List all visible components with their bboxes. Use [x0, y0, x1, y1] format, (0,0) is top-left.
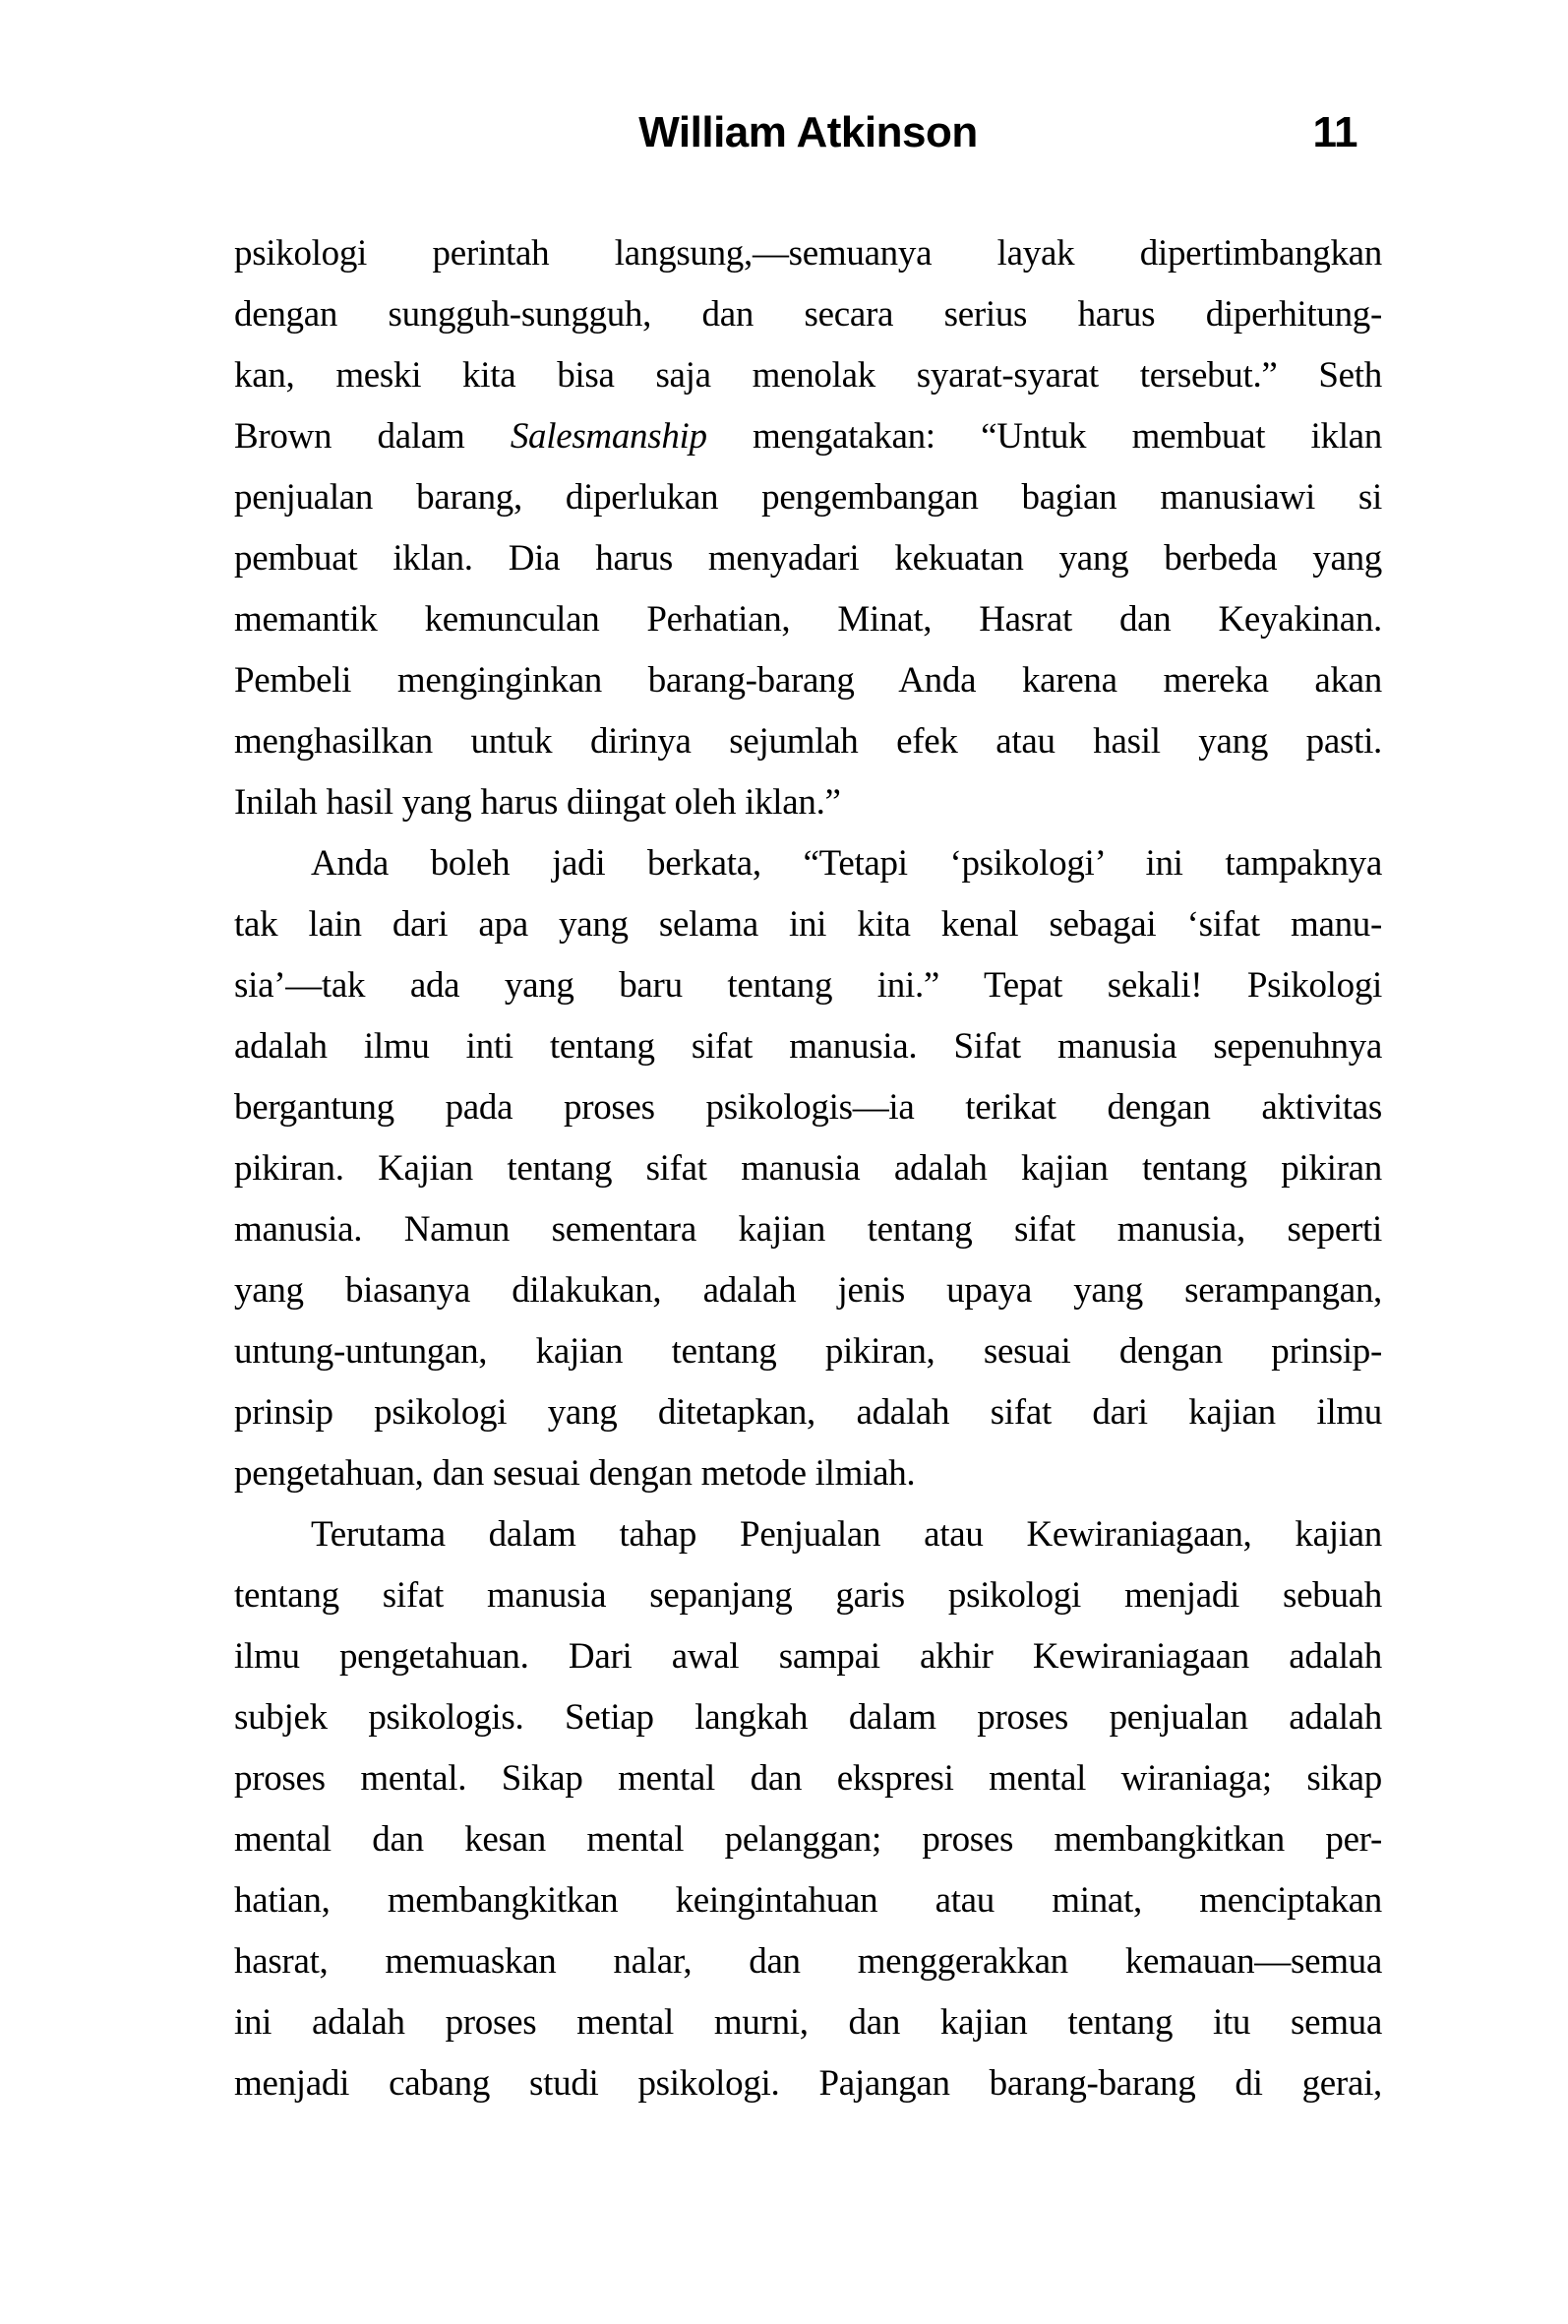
- text-segment: hasrat, memuaskan nalar, dan menggerakkan kemauan—semua: [234, 1941, 1382, 1982]
- body-text: [234, 223, 1382, 2114]
- text-segment: Anda boleh jadi berkata, “Tetapi ‘psikologi’ ini tampaknya: [311, 843, 1382, 884]
- italic-book-title: Salesmanship: [510, 416, 707, 457]
- page-number: 11: [1312, 108, 1357, 156]
- text-segment: bergantung pada proses psikologis—ia terikat dengan aktivitas: [234, 1087, 1382, 1128]
- text-segment: hatian, membangkitkan keingintahuan atau minat, menciptakan: [234, 1880, 1382, 1921]
- text-segment: pembuat iklan. Dia harus menyadari kekuatan yang berbeda yang: [234, 538, 1382, 579]
- text-line: [234, 1321, 1382, 1382]
- text-segment: ilmu pengetahuan. Dari awal sampai akhir Kewiraniagaan adalah: [234, 1636, 1382, 1677]
- text-segment: yang biasanya dilakukan, adalah jenis upaya yang serampangan,: [234, 1270, 1382, 1311]
- text-segment: pengetahuan, dan sesuai dengan metode ilmiah.: [234, 1453, 916, 1494]
- text-line: [234, 589, 1382, 650]
- text-segment: tentang sifat manusia sepanjang garis psikologi menjadi sebuah: [234, 1575, 1382, 1616]
- text-line: [234, 345, 1382, 406]
- text-segment: manusia. Namun sementara kajian tentang sifat manusia, seperti: [234, 1209, 1382, 1250]
- text-segment: subjek psikologis. Setiap langkah dalam proses penjualan adalah: [234, 1697, 1382, 1738]
- running-header: [234, 108, 1382, 157]
- text-line: [234, 1992, 1382, 2053]
- text-segment: mental dan kesan mental pelanggan; proses membangkitkan per-: [234, 1819, 1382, 1860]
- text-segment: memantik kemunculan Perhatian, Minat, Hasrat dan Keyakinan.: [234, 599, 1382, 640]
- text-segment: Pembeli menginginkan barang-barang Anda karena mereka akan: [234, 660, 1382, 701]
- text-segment: menjadi cabang studi psikologi. Pajangan barang-barang di gerai,: [234, 2063, 1382, 2104]
- text-line: [234, 528, 1382, 589]
- text-line: [234, 2053, 1382, 2114]
- text-line: [234, 1870, 1382, 1931]
- text-segment: sia’—tak ada yang baru tentang ini.” Tepat sekali! Psikologi: [234, 965, 1382, 1006]
- text-segment: prinsip psikologi yang ditetapkan, adalah sifat dari kajian ilmu: [234, 1392, 1382, 1433]
- text-line: [234, 467, 1382, 528]
- running-head-author: William Atkinson: [638, 108, 978, 156]
- text-line: [234, 711, 1382, 772]
- text-line: [234, 1077, 1382, 1138]
- text-segment: tak lain dari apa yang selama ini kita kenal sebagai ‘sifat manu-: [234, 904, 1382, 945]
- text-segment: untung-untungan, kajian tentang pikiran, sesuai dengan prinsip-: [234, 1331, 1382, 1372]
- text-segment: penjualan barang, diperlukan pengembangan bagian manusiawi si: [234, 477, 1382, 518]
- text-line: [234, 1626, 1382, 1687]
- text-segment: Inilah hasil yang harus diingat oleh iklan.”: [234, 782, 841, 823]
- text-line: [234, 650, 1382, 711]
- text-segment: pikiran. Kajian tentang sifat manusia adalah kajian tentang pikiran: [234, 1148, 1382, 1189]
- text-line: [234, 772, 1382, 833]
- text-line: [234, 1687, 1382, 1748]
- text-line: [234, 223, 1382, 284]
- text-segment: ini adalah proses mental murni, dan kajian tentang itu semua: [234, 2002, 1382, 2043]
- text-segment: psikologi perintah langsung,—semuanya layak dipertimbangkan: [234, 233, 1382, 274]
- text-segment: kan, meski kita bisa saja menolak syarat-syarat tersebut.” Seth: [234, 355, 1382, 396]
- text-segment: proses mental. Sikap mental dan ekspresi mental wiraniaga; sikap: [234, 1758, 1382, 1799]
- text-line: [234, 1199, 1382, 1260]
- text-line: [234, 1382, 1382, 1443]
- text-segment: dengan sungguh-sungguh, dan secara serius harus diperhitung-: [234, 294, 1382, 335]
- text-line: [234, 1016, 1382, 1077]
- text-segment: Terutama dalam tahap Penjualan atau Kewiraniagaan, kajian: [311, 1514, 1382, 1555]
- text-line: [234, 955, 1382, 1016]
- text-line: [234, 1443, 1382, 1504]
- text-line: [234, 1931, 1382, 1992]
- text-line: [234, 1809, 1382, 1870]
- text-line: [234, 1565, 1382, 1626]
- text-segment: menghasilkan untuk dirinya sejumlah efek atau hasil yang pasti.: [234, 721, 1382, 762]
- text-segment: adalah ilmu inti tentang sifat manusia. Sifat manusia sepenuhnya: [234, 1026, 1382, 1067]
- text-line: [234, 284, 1382, 345]
- text-line: [234, 1504, 1382, 1565]
- text-line: [234, 1138, 1382, 1199]
- text-line: [234, 406, 1382, 467]
- text-segment: mengatakan: “Untuk membuat iklan: [706, 416, 1382, 457]
- text-line: [234, 894, 1382, 955]
- text-line: [234, 1748, 1382, 1809]
- text-line: [234, 1260, 1382, 1321]
- text-line: [234, 833, 1382, 894]
- text-segment: Brown dalam: [234, 416, 511, 457]
